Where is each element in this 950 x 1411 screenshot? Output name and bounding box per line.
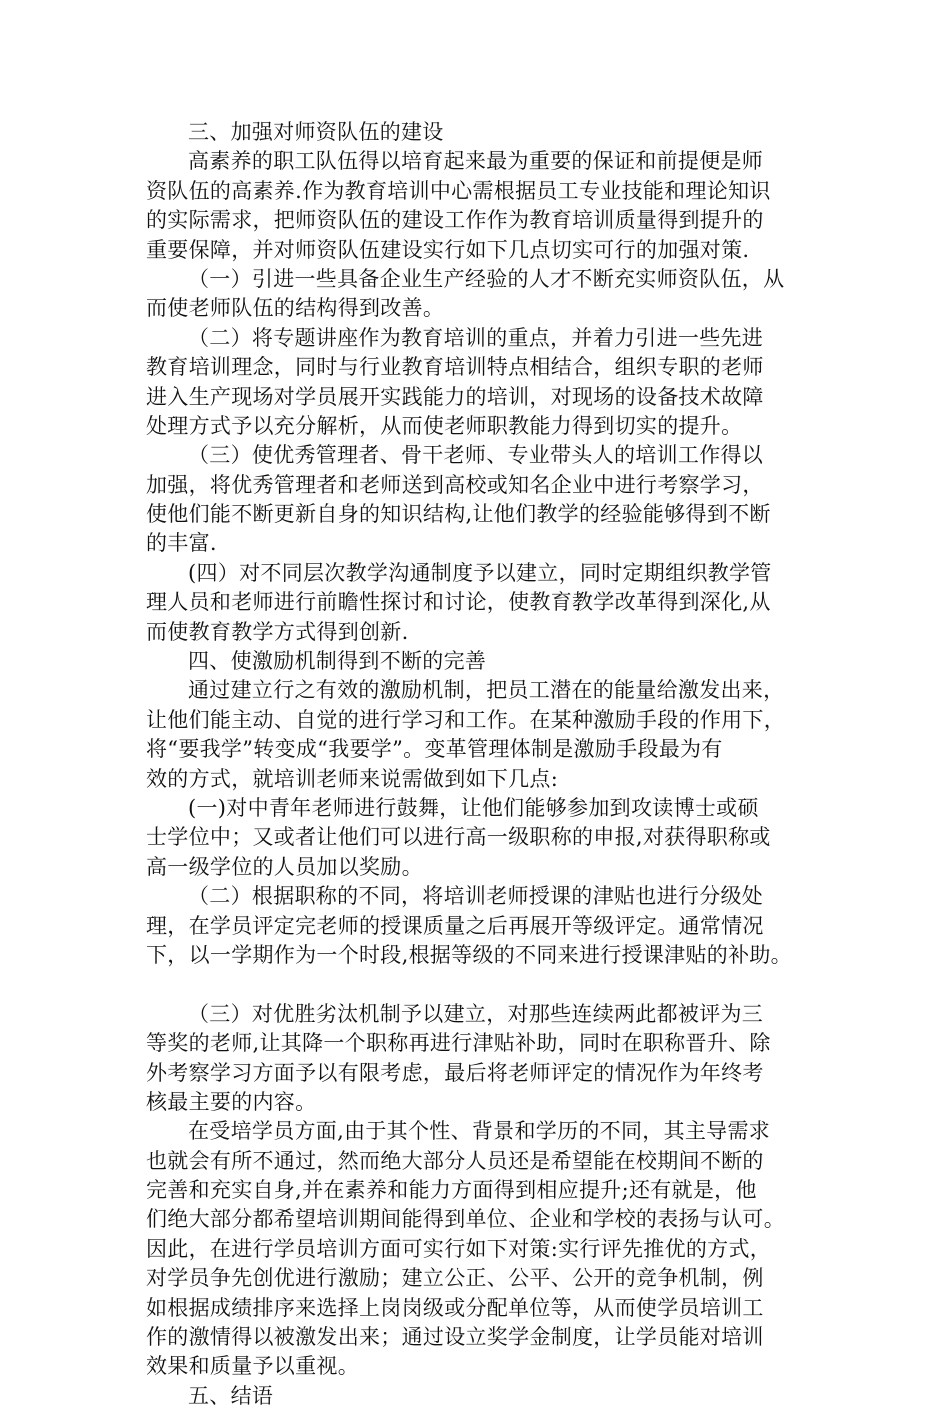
text-line: （一）引进一些具备企业生产经验的人才不断充实师资队伍，从 <box>188 266 785 291</box>
text-line: 的实际需求，把师资队伍的建设工作作为教育培训质量得到提升的 <box>146 208 764 233</box>
text-line: 下，以一学期作为一个时段,根据等级的不同来进行授课津贴的补助。 <box>146 942 792 967</box>
text-line: （二）根据职称的不同，将培训老师授课的津贴也进行分级处 <box>188 884 764 909</box>
text-line: 三、加强对师资队伍的建设 <box>188 120 444 144</box>
document-body <box>146 118 810 1411</box>
text-line: 外考察学习方面予以有限考虑，最后将老师评定的情况作为年终考 <box>146 1060 764 1085</box>
text-line: 完善和充实自身,并在素养和能力方面得到相应提升;还有就是，他 <box>146 1178 757 1203</box>
text-line: 等奖的老师,让其降一个职称再进行津贴补助，同时在职称晋升、除 <box>146 1031 771 1056</box>
text-line: 四、使激励机制得到不断的完善 <box>188 649 487 674</box>
text-line: 高素养的职工队伍得以培育起来最为重要的保证和前提便是师 <box>188 149 764 174</box>
text-line: 也就会有所不通过，然而绝大部分人员还是希望能在校期间不断的 <box>146 1148 764 1173</box>
text-line: 将“要我学”转变成“我要学”。变革管理体制是激励手段最为有 <box>146 737 723 762</box>
text-line: 效的方式，就培训老师来说需做到如下几点: <box>146 766 559 791</box>
text-line: 在受培学员方面,由于其个性、背景和学历的不同，其主导需求 <box>188 1119 771 1144</box>
text-line: 进入生产现场对学员展开实践能力的培训，对现场的设备技术故障 <box>146 384 764 409</box>
text-line: 教育培训理念，同时与行业教育培训特点相结合，组织专职的老师 <box>146 355 764 380</box>
text-line: 高一级学位的人员加以奖励。 <box>146 854 423 879</box>
text-line: 理人员和老师进行前瞻性探讨和讨论，使教育教学改革得到深化,从 <box>146 590 771 615</box>
text-line: （三）对优胜劣汰机制予以建立，对那些连续两此都被评为三 <box>188 1001 764 1026</box>
text-line: 士学位中；又或者让他们可以进行高一级职称的申报,对获得职称或 <box>146 825 771 850</box>
text-line: 使他们能不断更新自身的知识结构,让他们教学的经验能够得到不断 <box>146 502 771 527</box>
text-line: (四）对不同层次教学沟通制度予以建立，同时定期组织教学管 <box>188 560 772 585</box>
text-line: 作的激情得以被激发出来；通过设立奖学金制度，让学员能对培训 <box>146 1325 764 1350</box>
text-line: 因此，在进行学员培训方面可实行如下对策:实行评先推优的方式， <box>146 1236 772 1261</box>
text-line: 效果和质量予以重视。 <box>146 1354 359 1379</box>
text-line: 而使教育教学方式得到创新. <box>146 619 409 644</box>
text-line: （三）使优秀管理者、骨干老师、专业带头人的培训工作得以 <box>188 443 764 468</box>
text-line: 对学员争先创优进行激励；建立公正、公平、公开的竞争机制，例 <box>146 1266 764 1291</box>
text-line: 核最主要的内容。 <box>146 1089 317 1114</box>
text-line: 资队伍的高素养.作为教育培训中心需根据员工专业技能和理论知识 <box>146 178 771 203</box>
text-line: （二）将专题讲座作为教育培训的重点，并着力引进一些先进 <box>188 325 764 350</box>
text-line: 加强，将优秀管理者和老师送到高校或知名企业中进行考察学习， <box>146 472 764 497</box>
blank-line <box>146 970 810 999</box>
text-line: (一)对中青年老师进行鼓舞，让他们能够参加到攻读博士或硕 <box>188 795 759 820</box>
text-line: 而使老师队伍的结构得到改善。 <box>146 296 445 321</box>
text-line: 五、结语 <box>188 1383 274 1408</box>
text-line: 让他们能主动、自觉的进行学习和工作。在某种激励手段的作用下， <box>146 707 785 732</box>
text-line: 的丰富. <box>146 531 217 556</box>
text-line: 重要保障，并对师资队伍建设实行如下几点切实可行的加强对策. <box>146 237 750 262</box>
text-line: 处理方式予以充分解析，从而使老师职教能力得到切实的提升。 <box>146 413 743 438</box>
text-line: 们绝大部分都希望培训期间能得到单位、企业和学校的表扬与认可。 <box>146 1207 785 1232</box>
text-line: 通过建立行之有效的激励机制，把员工潜在的能量给激发出来， <box>188 678 785 703</box>
text-line: 如根据成绩排序来选择上岗岗级或分配单位等，从而使学员培训工 <box>146 1295 764 1320</box>
text-line: 理，在学员评定完老师的授课质量之后再展开等级评定。通常情况 <box>146 913 764 938</box>
